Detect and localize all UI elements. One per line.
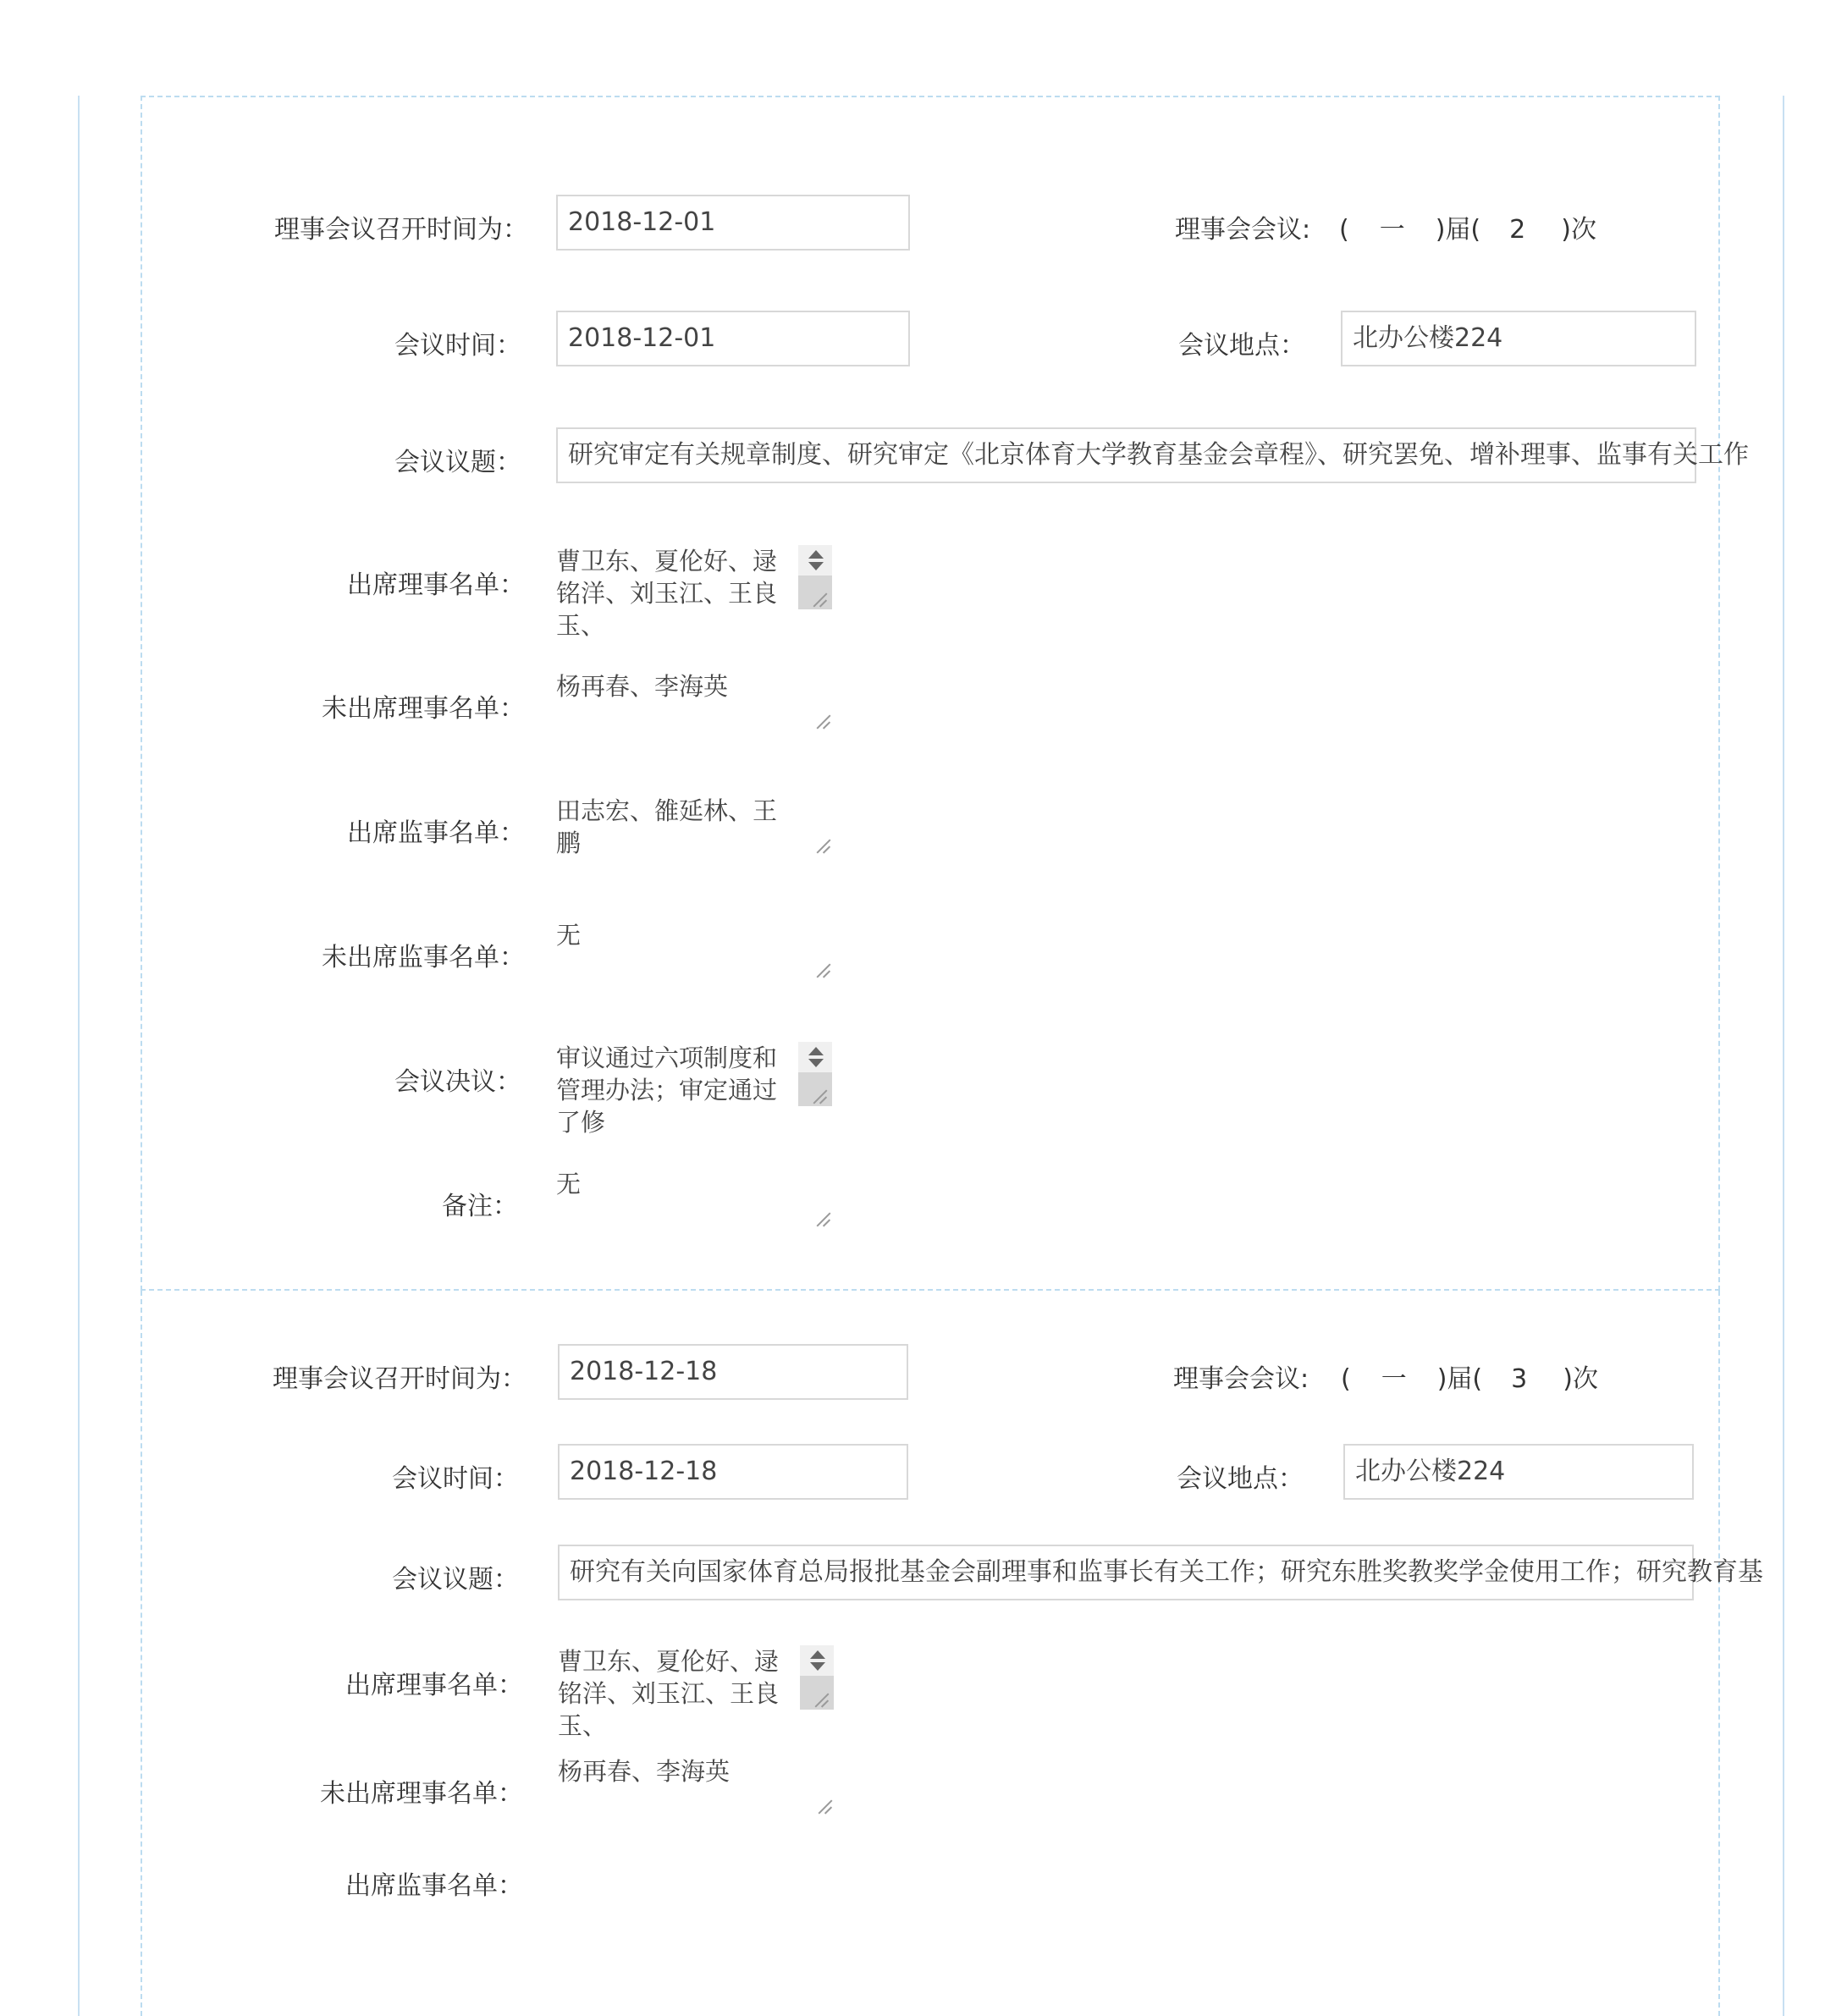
absent-directors-text: 杨再春、李海英 <box>556 672 729 701</box>
resize-grip-icon[interactable] <box>813 837 830 854</box>
present-supervisors-textarea[interactable] <box>556 795 832 856</box>
absent-directors-textarea[interactable] <box>558 1755 834 1816</box>
meeting-open-time-input[interactable]: 2018-12-01 <box>556 195 910 251</box>
session-open-paren: ( <box>1341 1364 1351 1394</box>
present-directors-text: 曹卫东、夏伦好、逯铭洋、刘玉江、王良玉、 <box>556 547 778 640</box>
label-meeting-time: 会议时间： <box>392 1464 519 1494</box>
resize-grip-icon[interactable] <box>813 713 830 730</box>
scroll-down-icon[interactable] <box>808 1059 824 1067</box>
label-session: 理事会会议: <box>1175 215 1311 245</box>
label-topic: 会议议题： <box>392 1565 519 1595</box>
absent-supervisors-text: 无 <box>556 921 582 950</box>
resolution-text: 审议通过六项制度和管理办法；审定通过了修 <box>556 1044 778 1137</box>
session-count-suffix: )次 <box>1561 215 1596 245</box>
remarks-text: 无 <box>556 1170 582 1198</box>
label-location: 会议地点： <box>1178 331 1305 361</box>
absent-directors-text: 杨再春、李海英 <box>558 1757 731 1786</box>
session-count-suffix: )次 <box>1563 1364 1598 1394</box>
scroll-up-icon[interactable] <box>810 1650 825 1659</box>
label-present-supervisors: 出席监事名单： <box>345 1871 523 1901</box>
label-present-supervisors: 出席监事名单： <box>347 818 525 848</box>
label-meeting-open-time: 理事会议召开时间为： <box>273 1364 527 1394</box>
session-term-value: 一 <box>1379 215 1405 245</box>
location-input[interactable]: 北办公楼224 <box>1343 1444 1694 1500</box>
resolution-textarea[interactable] <box>556 1042 832 1137</box>
meeting-time-input[interactable]: 2018-12-01 <box>556 311 910 366</box>
session-term-suffix: )届( <box>1436 1364 1483 1394</box>
resize-grip-icon[interactable] <box>813 961 830 978</box>
meeting-open-time-input[interactable]: 2018-12-18 <box>558 1344 908 1400</box>
present-directors-textarea[interactable] <box>556 545 832 640</box>
session-info <box>1341 1358 1598 1395</box>
label-absent-directors: 未出席理事名单： <box>322 694 525 724</box>
label-present-directors: 出席理事名单： <box>347 570 525 600</box>
label-location: 会议地点： <box>1177 1464 1304 1494</box>
label-absent-directors: 未出席理事名单： <box>320 1779 523 1809</box>
label-topic: 会议议题： <box>394 448 521 477</box>
resize-grip-icon[interactable] <box>815 1798 832 1815</box>
session-count-value: 3 <box>1511 1364 1528 1394</box>
present-directors-textarea[interactable] <box>558 1645 834 1740</box>
resize-grip-icon[interactable] <box>813 1210 830 1227</box>
remarks-textarea[interactable] <box>556 1168 832 1229</box>
absent-supervisors-textarea[interactable] <box>556 919 832 980</box>
session-term-suffix: )届( <box>1435 215 1481 245</box>
scroll-down-icon[interactable] <box>808 562 824 570</box>
present-supervisors-text: 田志宏、雒延林、王鹏 <box>556 796 778 857</box>
meeting-record-2 <box>141 1291 1720 2016</box>
label-absent-supervisors: 未出席监事名单： <box>322 943 525 972</box>
resize-grip-icon[interactable] <box>810 1088 827 1104</box>
label-resolution: 会议决议： <box>394 1067 521 1097</box>
label-meeting-time: 会议时间： <box>394 331 521 361</box>
scroll-down-icon[interactable] <box>810 1662 825 1671</box>
session-count-value: 2 <box>1509 215 1526 245</box>
session-open-paren: ( <box>1339 215 1349 245</box>
topic-input[interactable]: 研究有关向国家体育总局报批基金会副理事和监事长有关工作；研究东胜奖教奖学金使用工作；研究教育基 <box>558 1545 1694 1600</box>
topic-input[interactable]: 研究审定有关规章制度、研究审定《北京体育大学教育基金会章程》、研究罢免、增补理事、监事有关工作 <box>556 427 1696 483</box>
location-input[interactable]: 北办公楼224 <box>1341 311 1696 366</box>
session-info <box>1339 208 1596 245</box>
scroll-up-icon[interactable] <box>808 1047 824 1055</box>
scroll-up-icon[interactable] <box>808 550 824 559</box>
resize-grip-icon[interactable] <box>812 1691 829 1708</box>
label-session: 理事会会议: <box>1173 1364 1309 1394</box>
meeting-time-input[interactable]: 2018-12-18 <box>558 1444 908 1500</box>
resize-grip-icon[interactable] <box>810 591 827 608</box>
present-directors-text: 曹卫东、夏伦好、逯铭洋、刘玉江、王良玉、 <box>558 1647 780 1740</box>
label-meeting-open-time: 理事会议召开时间为： <box>274 215 528 245</box>
session-term-value: 一 <box>1381 1364 1407 1394</box>
label-present-directors: 出席理事名单： <box>345 1671 523 1700</box>
absent-directors-textarea[interactable] <box>556 670 832 731</box>
label-remarks: 备注： <box>442 1192 518 1221</box>
